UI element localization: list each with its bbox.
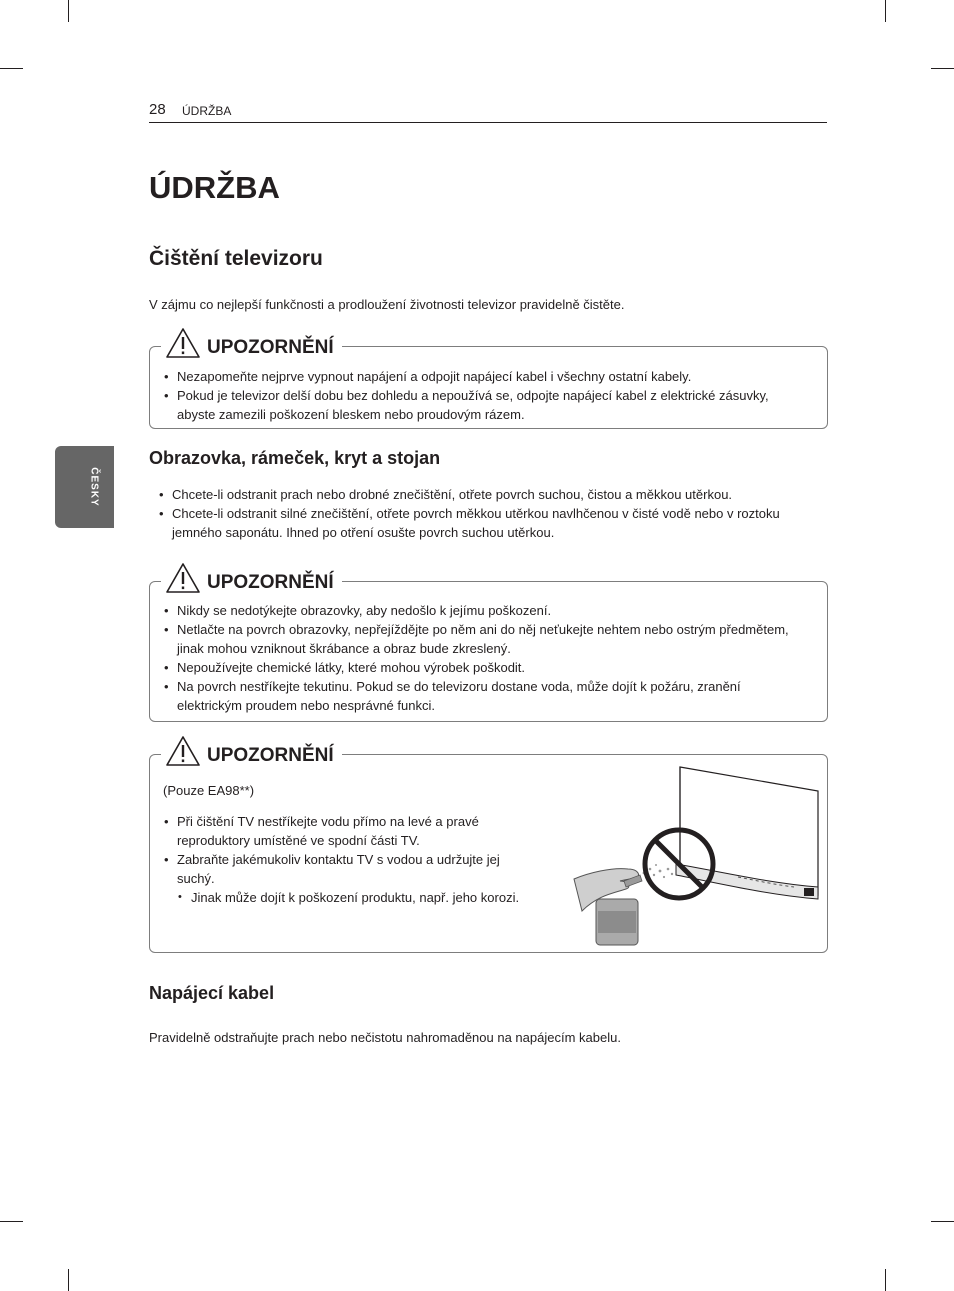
caution-list bbox=[164, 367, 807, 424]
power-cable-text: Pravidelně odstraňujte prach nebo nečistotu nahromaděnou na napájecím kabelu. bbox=[149, 1030, 621, 1045]
caution-box bbox=[149, 572, 828, 722]
caution-label: UPOZORNĚNÍ bbox=[207, 572, 334, 593]
crop-mark bbox=[885, 0, 886, 22]
screen-care-list bbox=[159, 485, 819, 542]
list-item: • Na povrch nestříkejte tekutinu. Pokud se do televizoru dostane voda, může dojít k požáru, zranění elektrickým proudem nebo nesprávné funkci. bbox=[164, 677, 807, 715]
page-number: 28 bbox=[149, 101, 166, 118]
page-header bbox=[149, 100, 827, 123]
caution-header bbox=[161, 325, 342, 359]
list-item: • Chcete-li odstranit silné znečištění, otřete povrch měkkou utěrkou navlhčenou v čisté vodě nebo v roztoku jemného saponátu. Ihned po otření osušte povrch suchou utěrkou. bbox=[159, 504, 792, 542]
list-item: • Netlačte na povrch obrazovky, nepřejíždějte po něm ani do něj neťukejte nehtem nebo ostrým předmětem, jinak mohou vzniknout škrábance a obraz bude zkreslený. bbox=[164, 620, 807, 658]
list-item: • Pokud je televizor delší dobu bez dohledu a nepoužívá se, odpojte napájecí kabel z elektrické zásuvky, abyste zamezili poškození bleskem nebo proudovým rázem. bbox=[164, 386, 807, 424]
page-title: ÚDRŽBA bbox=[149, 170, 280, 205]
no-spray-illustration bbox=[568, 761, 823, 949]
list-item: • Zabraňte jakémukoliv kontaktu TV s vodou a udržujte jej suchý. bbox=[164, 850, 536, 888]
caution-label: UPOZORNĚNÍ bbox=[207, 337, 334, 358]
list-item: • Nepoužívejte chemické látky, které mohou výrobek poškodit. bbox=[164, 658, 807, 677]
language-tab bbox=[55, 446, 114, 528]
section-heading: Čištění televizoru bbox=[149, 247, 323, 270]
crop-mark bbox=[885, 1269, 886, 1291]
crop-mark bbox=[68, 1269, 69, 1291]
caution-box bbox=[149, 337, 828, 429]
list-item: • Při čištění TV nestříkejte vodu přímo na levé a pravé reproduktory umístěné ve spodní části TV. bbox=[164, 812, 536, 850]
warning-triangle-icon bbox=[165, 735, 201, 767]
subsection-heading-screen: Obrazovka, rámeček, kryt a stojan bbox=[149, 448, 441, 468]
warning-triangle-icon bbox=[165, 562, 201, 594]
running-section-title: ÚDRŽBA bbox=[182, 104, 232, 118]
list-item: • Nikdy se nedotýkejte obrazovky, aby nedošlo k jejímu poškození. bbox=[164, 601, 807, 620]
subsection-heading-power: Napájecí kabel bbox=[149, 983, 275, 1003]
sub-list-item: • Jinak může dojít k poškození produktu, např. jeho korozi. bbox=[178, 888, 536, 907]
warning-triangle-icon bbox=[165, 327, 201, 359]
caution-header bbox=[161, 733, 342, 767]
model-note: (Pouze EA98**) bbox=[163, 783, 255, 798]
list-item: • Nezapomeňte nejprve vypnout napájení a odpojit napájecí kabel i všechny ostatní kabely. bbox=[164, 367, 807, 386]
crop-mark bbox=[68, 0, 69, 22]
intro-text: V zájmu co nejlepší funkčnosti a prodloužení životnosti televizor pravidelně čistěte. bbox=[149, 297, 625, 312]
caution-label: UPOZORNĚNÍ bbox=[207, 745, 334, 766]
crop-mark bbox=[0, 68, 23, 69]
crop-mark bbox=[931, 68, 954, 69]
list-item: • Chcete-li odstranit prach nebo drobné znečištění, otřete povrch suchou, čistou a měkkou utěrkou. bbox=[159, 485, 819, 504]
language-tab-label: ČESKY bbox=[88, 467, 100, 507]
caution-list bbox=[164, 812, 536, 907]
caution-header bbox=[161, 560, 342, 594]
crop-mark bbox=[931, 1221, 954, 1222]
crop-mark bbox=[0, 1221, 23, 1222]
caution-list bbox=[164, 601, 807, 715]
caution-box bbox=[149, 745, 828, 953]
